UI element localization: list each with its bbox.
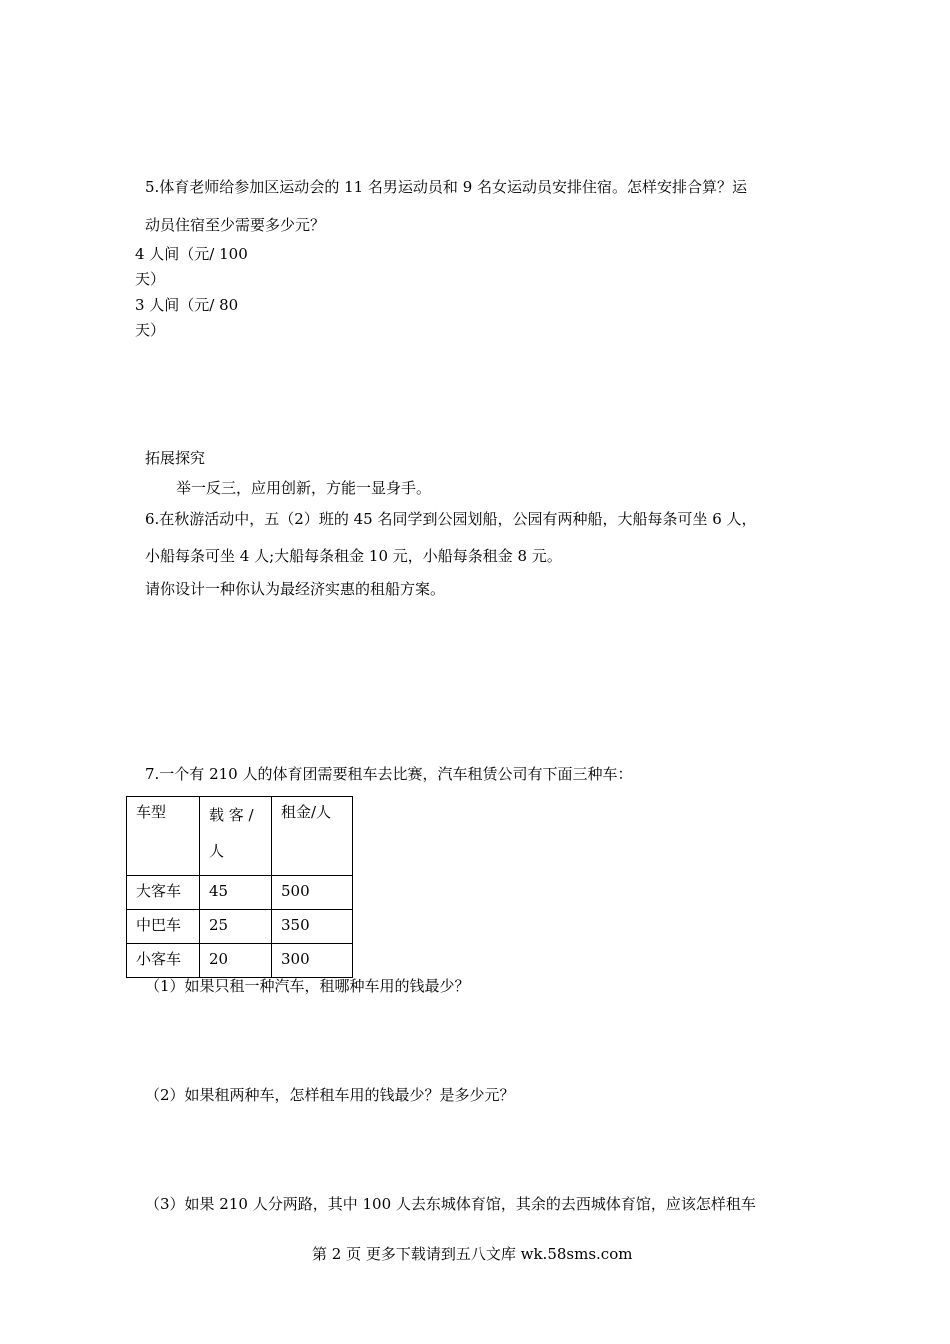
table-cell: 500 [272,876,353,910]
table-row [127,910,353,944]
table-cell: 25 [200,910,272,944]
table-cell: 小客车 [127,944,200,978]
q7-sub3: （3）如果 210 人分两路，其中 100 人去东城体育馆，其余的去西城体育馆，应该怎样租车 [145,1195,756,1213]
q7-intro: 7.一个有 210 人的体育团需要租车去比赛，汽车租赁公司有下面三种车： [145,765,633,783]
table-cell: 45 [200,876,272,910]
table-cell: 大客车 [127,876,200,910]
room3-price-a: 3 人间（元/ 80 [135,296,239,314]
q6-line1: 6.在秋游活动中，五（2）班的 45 名同学到公园划船，公园有两种船，大船每条可坐 6 人， [145,510,757,528]
table-header-row [127,797,353,876]
q6-line3: 请你设计一种你认为最经济实惠的租船方案。 [145,580,446,598]
q7-sub2: （2）如果租两种车，怎样租车用的钱最少？是多少元？ [145,1086,515,1104]
q6-line2: 小船每条可坐 4 人;大船每条租金 10 元，小船每条租金 8 元。 [145,547,562,565]
section-title: 拓展探究 [145,449,206,467]
table-header-cell: 租金/人 [272,797,353,876]
page-footer: 第 2 页 更多下载请到五八文库 wk.58sms.com [312,1245,633,1263]
table-row [127,944,353,978]
table-row [127,876,353,910]
table-cell: 350 [272,910,353,944]
room3-price-b: 天） [135,321,166,339]
section-subtitle: 举一反三，应用创新，方能一显身手。 [176,479,432,497]
q5-line1: 5.体育老师给参加区运动会的 11 名男运动员和 9 名女运动员安排住宿。怎样安排合算？运 [145,178,748,196]
vehicle-rental-table [126,796,353,978]
q5-line2: 动员住宿至少需要多少元？ [145,216,326,234]
room4-price-a: 4 人间（元/ 100 [135,245,248,263]
table-header-capacity: 载 客 / 人 [209,806,254,860]
q7-sub1: （1）如果只租一种汽车，租哪种车用的钱最少？ [145,977,470,995]
table-header-cell [200,797,272,876]
table-cell: 300 [272,944,353,978]
table-header-cell: 车型 [127,797,200,876]
table-cell: 20 [200,944,272,978]
room4-price-b: 天） [135,270,166,288]
table-cell: 中巴车 [127,910,200,944]
